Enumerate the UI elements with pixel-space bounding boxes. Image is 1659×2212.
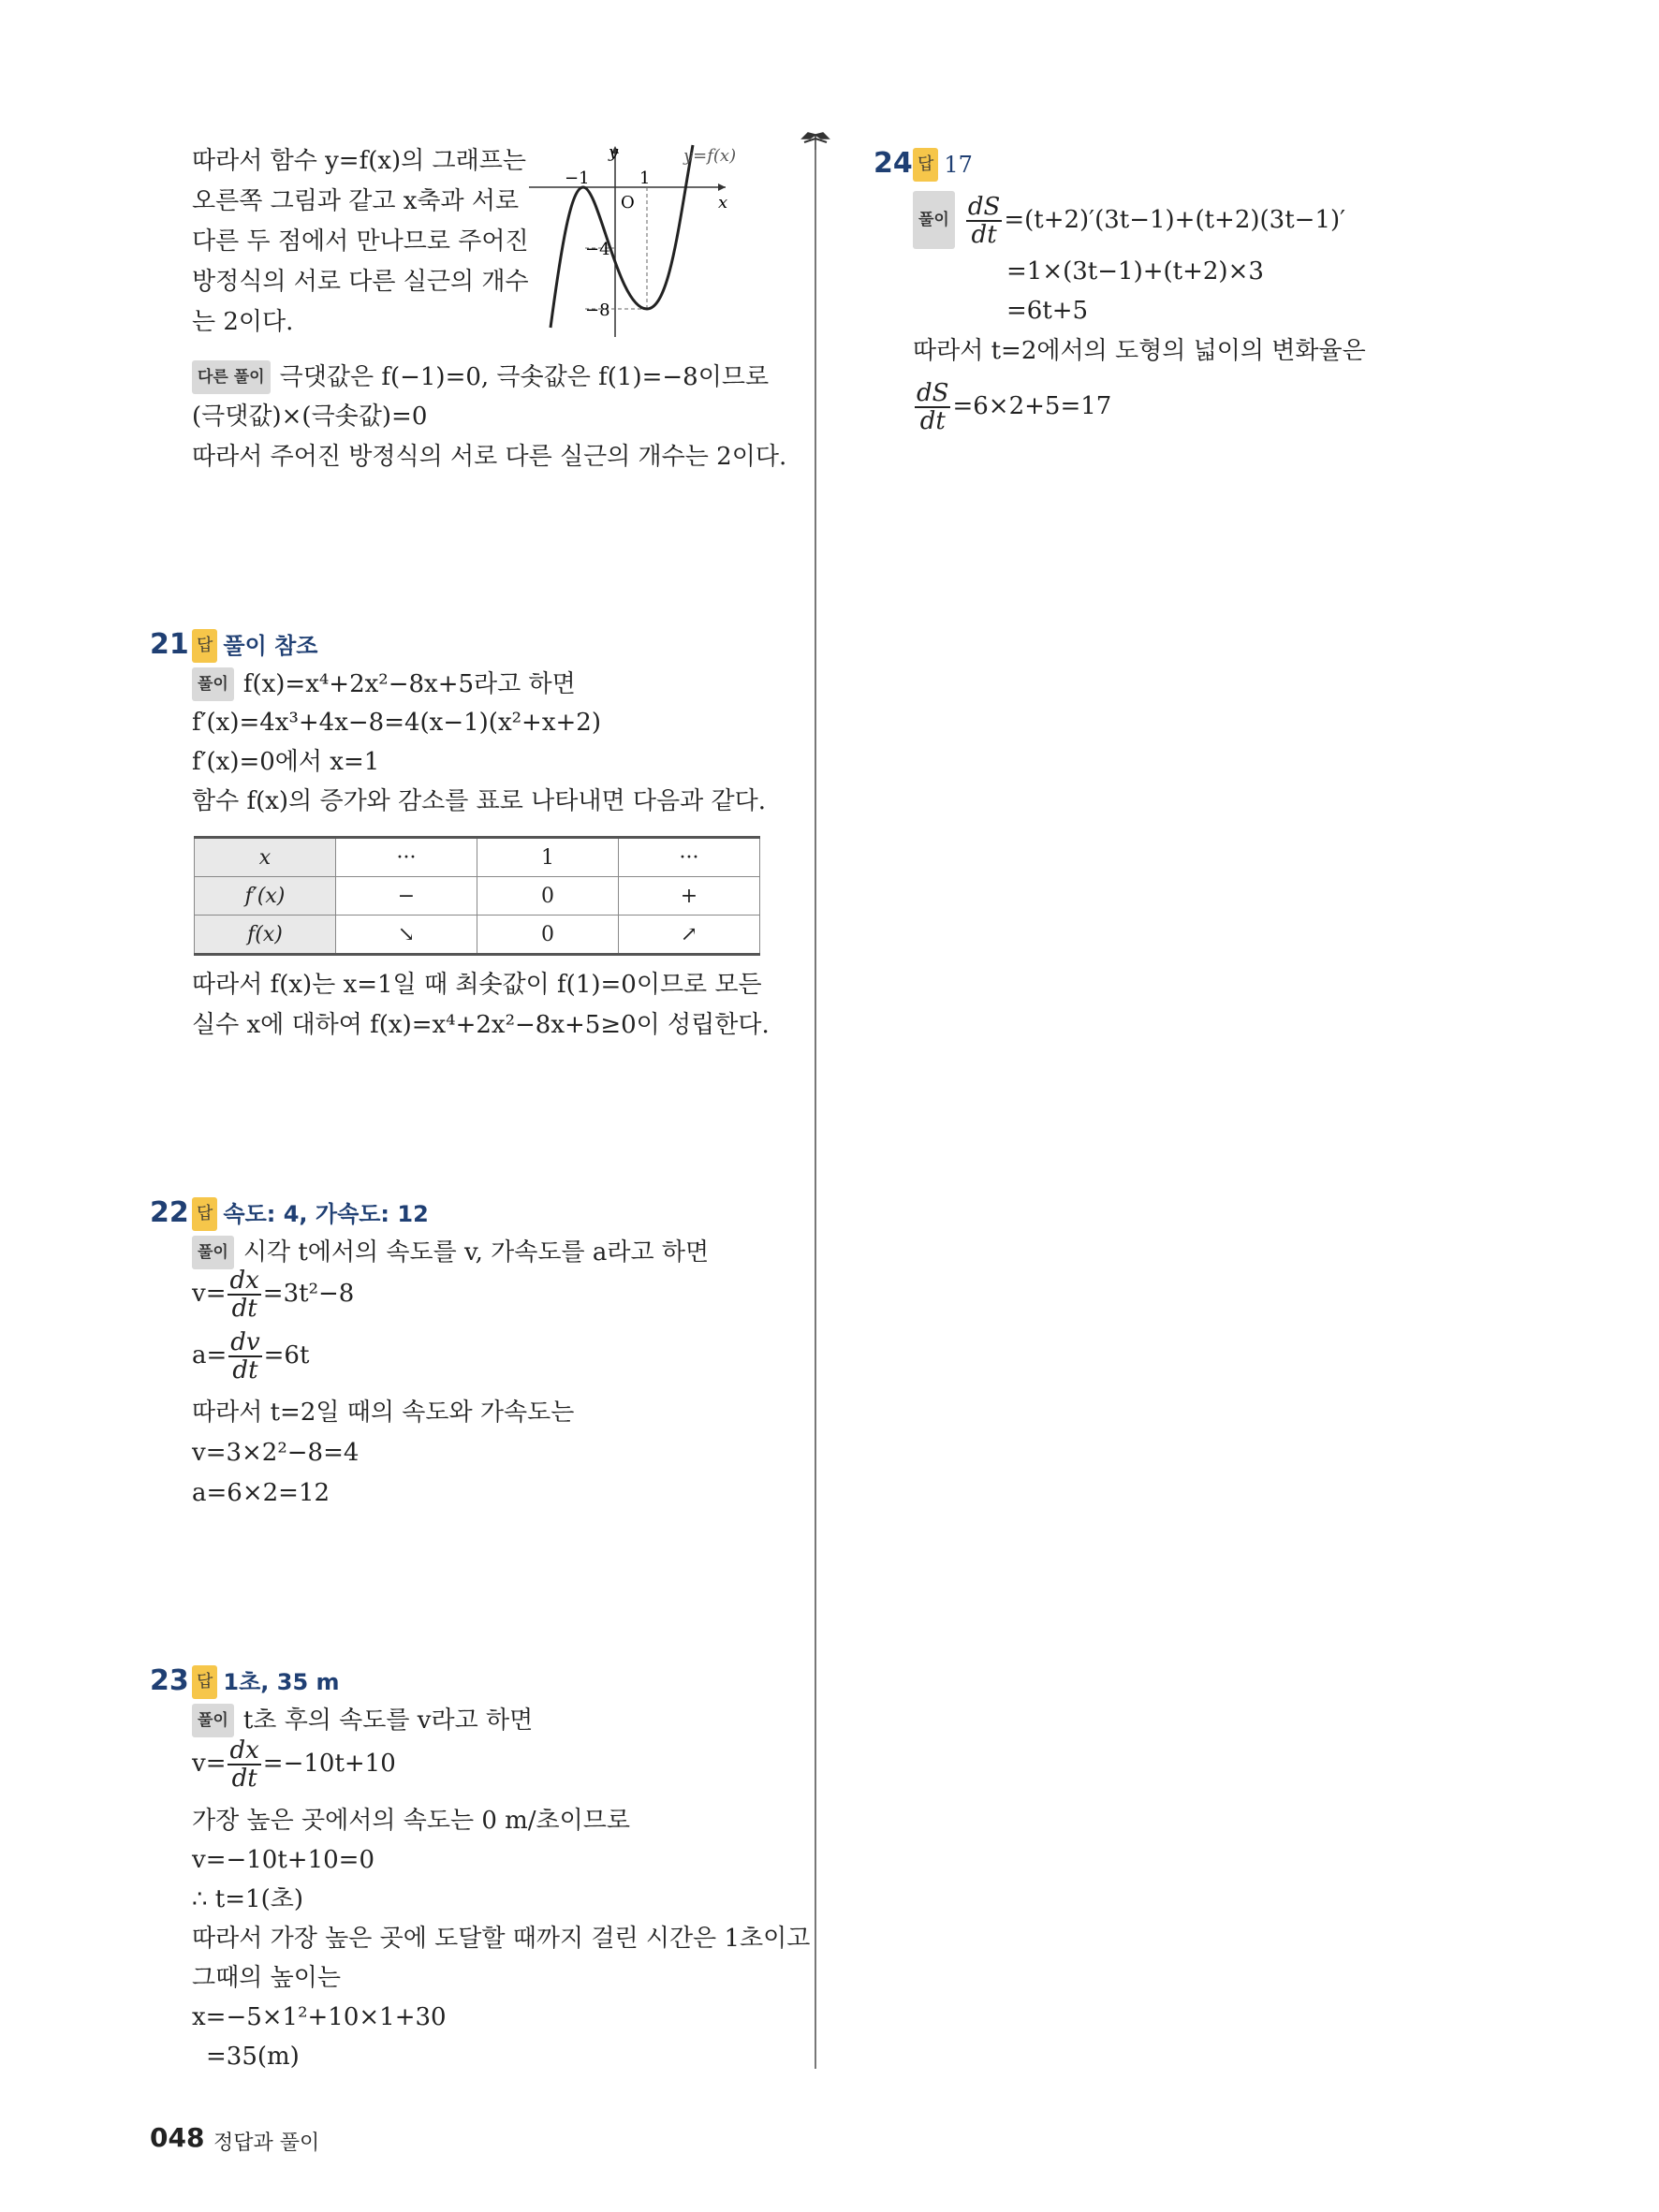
p24-line-5 [913, 378, 1111, 434]
p23-line-5: 따라서 가장 높은 곳에 도달할 때까지 걸린 시간은 1초이고 [192, 1925, 811, 1953]
table-cell: f′(x) [195, 877, 336, 916]
v-rhs: =3t²−8 [262, 1280, 355, 1308]
alt-solution-badge: 다른 풀이 [192, 360, 271, 394]
p21-line-3: f′(x)=0에서 x=1 [192, 748, 380, 776]
answer-line [913, 148, 973, 182]
answer-badge: 답 [192, 1665, 217, 1699]
a-fraction [228, 1329, 261, 1384]
table-cell: 0 [477, 877, 619, 916]
p20-line-4: 방정식의 서로 다른 실근의 개수 [192, 268, 529, 296]
table-cell: ↗ [619, 916, 760, 955]
problem-number: 24 [874, 147, 913, 180]
dt-denominator: dt [971, 221, 997, 249]
p22-line-4: a=6×2=12 [192, 1479, 330, 1507]
function-graph [529, 140, 772, 346]
a-lhs: a= [192, 1341, 228, 1370]
p21-line-6: 실수 x에 대하여 f(x)=x⁴+2x²−8x+5≥0이 성립한다. [192, 1011, 770, 1039]
p20-alt-line-1 [192, 360, 769, 394]
p23-line-6: 그때의 높이는 [192, 1964, 341, 1992]
table-cell: + [619, 877, 760, 916]
y-axis-label: y [609, 142, 619, 162]
p22-line-3: v=3×2²−8=4 [192, 1439, 360, 1467]
p23-line-3: v=−10t+10=0 [192, 1846, 374, 1874]
p20-alt-text-1: 극댓값은 f(−1)=0, 극솟값은 f(1)=−8이므로 [279, 363, 770, 391]
table-cell: x [195, 838, 336, 877]
p20-line-5: 는 2이다. [192, 308, 294, 336]
problem-number: 22 [150, 1196, 189, 1229]
tick-neg8: −8 [585, 300, 610, 320]
solution-badge: 풀이 [192, 1704, 234, 1737]
p20-line-2: 오른쪽 그림과 같고 x축과 서로 [192, 187, 520, 215]
p23-line-8: =35(m) [206, 2043, 300, 2071]
answer-line [192, 1665, 340, 1699]
tick-neg1: −1 [565, 168, 590, 188]
answer-text: 속도: 4, 가속도: 12 [223, 1201, 429, 1227]
p24-rhs-1: =(t+2)′(3t−1)+(t+2)(3t−1)′ [1004, 206, 1346, 234]
p21-text-1: f(x)=x⁴+2x²−8x+5라고 하면 [242, 670, 576, 698]
tick-1: 1 [639, 168, 651, 188]
p21-line-4: 함수 f(x)의 증가와 감소를 표로 나타내면 다음과 같다. [192, 787, 767, 815]
page-number: 048 [150, 2122, 205, 2153]
table-cell: f(x) [195, 916, 336, 955]
p24-line-4: 따라서 t=2에서의 도형의 넓이의 변화율은 [913, 337, 1366, 365]
divider-line [815, 150, 816, 2069]
solution-badge: 풀이 [913, 191, 955, 249]
solution-badge: 풀이 [192, 1236, 234, 1269]
p20-alt-line-2: (극댓값)×(극솟값)=0 [192, 403, 428, 431]
answer-badge: 답 [913, 148, 938, 182]
dS-dt-fraction [966, 194, 1002, 248]
tick-neg4: −4 [585, 240, 610, 259]
p21-line-1 [192, 667, 576, 701]
answer-text: 풀이 참조 [223, 633, 318, 659]
answer-badge: 답 [192, 629, 217, 663]
problem-number: 21 [150, 628, 189, 661]
p24-line-3: =6t+5 [1006, 297, 1089, 325]
v-rhs: =−10t+10 [262, 1750, 396, 1778]
table-cell: − [336, 877, 477, 916]
p22-velocity-formula [192, 1266, 354, 1322]
answer-line [192, 1197, 429, 1231]
footer-label: 정답과 풀이 [213, 2131, 320, 2155]
p23-velocity-formula [192, 1736, 396, 1792]
v-denominator: dt [231, 1295, 257, 1323]
p21-line-2: f′(x)=4x³+4x−8=4(x−1)(x²+x+2) [192, 709, 601, 737]
p23-line-4: ∴ t=1(초) [192, 1885, 303, 1913]
p20-line-1: 따라서 함수 y=f(x)의 그래프는 [192, 147, 527, 175]
answer-badge: 답 [192, 1197, 217, 1231]
increase-decrease-table [194, 836, 760, 956]
solution-badge: 풀이 [192, 667, 234, 701]
v-fraction [228, 1737, 260, 1792]
answer-line [192, 629, 317, 663]
p22-line-2: 따라서 t=2일 때의 속도와 가속도는 [192, 1399, 575, 1427]
dS-numerator-2: dS [917, 379, 949, 407]
p23-text-1: t초 후의 속도를 v라고 하면 [242, 1707, 534, 1735]
curve-label: y=f(x) [683, 146, 737, 166]
p23-line-1 [192, 1704, 533, 1737]
v-numerator: dx [229, 1736, 259, 1765]
p22-line-1 [192, 1236, 709, 1269]
v-lhs: v= [192, 1280, 227, 1308]
v-denominator: dt [231, 1765, 257, 1793]
p22-acceleration-formula [192, 1327, 309, 1384]
p23-line-7: x=−5×1²+10×1+30 [192, 2003, 447, 2031]
table-cell: ↘ [336, 916, 477, 955]
answer-text: 1초, 35 m [223, 1669, 340, 1695]
p24-line-2: =1×(3t−1)+(t+2)×3 [1006, 257, 1264, 286]
table-cell: 1 [477, 838, 619, 877]
table-cell: ··· [336, 838, 477, 877]
p21-line-5: 따라서 f(x)는 x=1일 때 최솟값이 f(1)=0이므로 모든 [192, 971, 762, 999]
table-row [195, 916, 760, 955]
p24-rhs-5: =6×2+5=17 [952, 392, 1112, 420]
table-row [195, 838, 760, 877]
p20-alt-line-3: 따라서 주어진 방정식의 서로 다른 실근의 개수는 2이다. [192, 443, 787, 471]
p20-line-3: 다른 두 점에서 만나므로 주어진 [192, 227, 529, 256]
x-axis-arrow-icon [718, 183, 726, 191]
table-cell: ··· [619, 838, 760, 877]
p24-line-1 [913, 191, 1345, 249]
a-rhs: =6t [263, 1341, 310, 1370]
dS-numerator: dS [967, 193, 1001, 221]
origin-label: O [621, 193, 635, 212]
a-numerator: dv [230, 1328, 260, 1356]
dS-dt-fraction-2 [915, 380, 950, 434]
v-numerator: dx [229, 1267, 259, 1295]
table-cell: 0 [477, 916, 619, 955]
v-fraction [228, 1267, 260, 1322]
dt-denominator-2: dt [919, 407, 946, 435]
table-row [195, 877, 760, 916]
a-denominator: dt [232, 1356, 258, 1384]
p23-line-2: 가장 높은 곳에서의 속도는 0 m/초이므로 [192, 1807, 631, 1835]
problem-number: 23 [150, 1664, 189, 1697]
p22-text-1: 시각 t에서의 속도를 v, 가속도를 a라고 하면 [242, 1238, 710, 1267]
x-axis-label: x [718, 193, 728, 212]
answer-text: 17 [944, 152, 973, 178]
v-lhs: v= [192, 1750, 227, 1778]
